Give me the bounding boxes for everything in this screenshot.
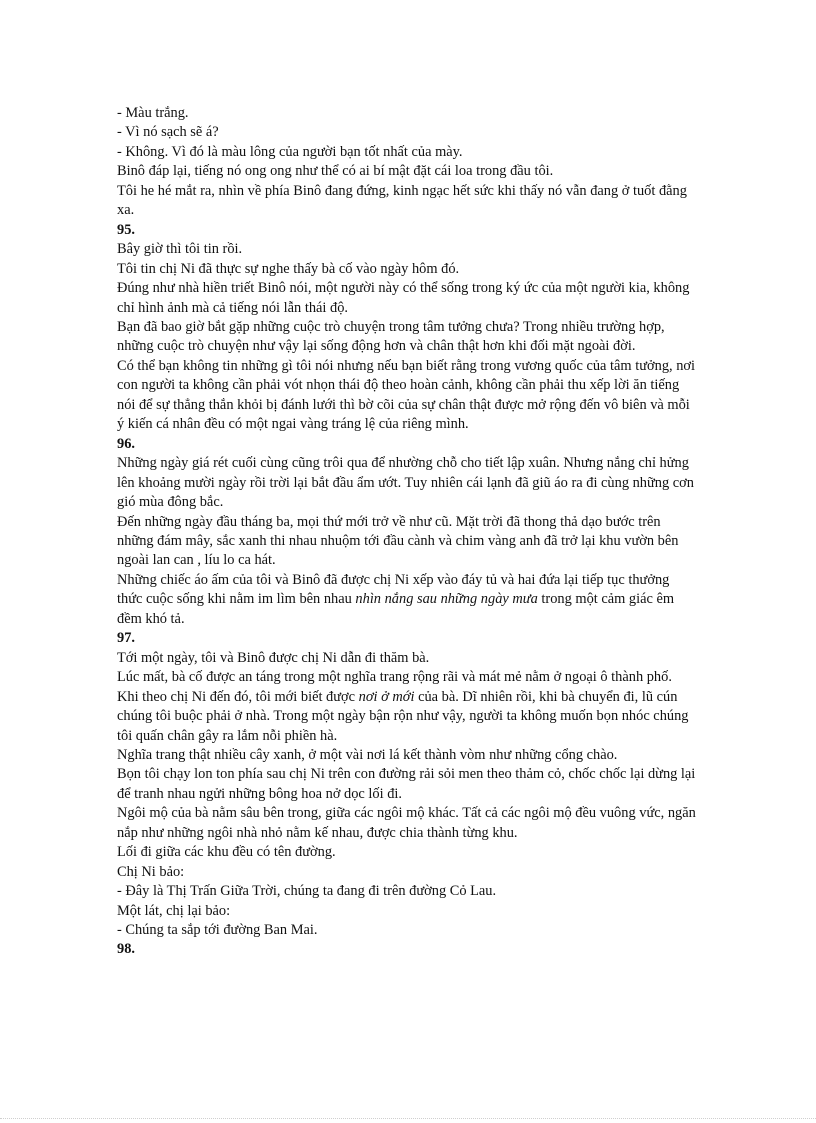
paragraph: Nghĩa trang thật nhiều cây xanh, ở một vài nơi lá kết thành vòm như những cổng chào. — [117, 746, 618, 763]
section-number: 97. — [117, 630, 135, 647]
paragraph: - Đây là Thị Trấn Giữa Trời, chúng ta đang đi trên đường Cỏ Lau. — [117, 883, 497, 900]
text-run: của bà. Dĩ nhiên rồi, khi bà chuyển đi, lũ cún chúng tôi buộc phải ở nhà. Trong một ngày bận rộn như vậy, người ta không muốn bọn nhóc chúng tôi quấn chân gây ra lắm nỗi phiền hà. — [117, 688, 689, 744]
paragraph: Tôi tin chị Ni đã thực sự nghe thấy bà cố vào ngày hôm đó. — [117, 260, 460, 277]
document-page — [117, 104, 697, 960]
paragraph: Bây giờ thì tôi tin rồi. — [117, 241, 243, 258]
paragraph: Những ngày giá rét cuối cùng cũng trôi qua để nhường chỗ cho tiết lập xuân. Nhưng nắng chỉ hửng lên khoảng mười ngày rồi trời lại bắt đầu ẩm ướt. Tuy nhiên cái lạnh đã giũ áo ra đi cùng những cơn gió mùa đông bắc. — [117, 455, 694, 511]
paragraph: Chị Ni bảo: — [117, 863, 185, 880]
paragraph: Tôi he hé mắt ra, nhìn về phía Binô đang đứng, kinh ngạc hết sức khi thấy nó vẫn đang ở tuốt đằng xa. — [117, 182, 687, 219]
paragraph: Đến những ngày đầu tháng ba, mọi thứ mới trở về như cũ. Mặt trời đã thong thả dạo bước trên những đám mây, sắc xanh thi nhau nhuộm tới đầu cành và chim vàng anh đã trở lại khu vườn bên ngoài lan can , líu lo ca hát. — [117, 513, 679, 569]
paragraph: - Không. Vì đó là màu lông của người bạn tốt nhất của mày. — [117, 143, 463, 160]
paragraph: Đúng như nhà hiền triết Binô nói, một người này có thể sống trong ký ức của một người kia, không chỉ hình ảnh mà cả tiếng nói lẫn thái độ. — [117, 280, 690, 316]
paragraph: - Chúng ta sắp tới đường Ban Mai. — [117, 922, 318, 939]
italic-phrase: nhìn nắng sau những ngày mưa — [355, 591, 538, 608]
section-number: 95. — [117, 221, 135, 238]
paragraph: Một lát, chị lại bảo: — [117, 902, 231, 919]
text-run: Lúc mất, bà cố được an táng trong một nghĩa trang rộng rãi và mát mẻ nằm ở ngoại ô thành phố. Khi theo chị Ni đến đó, tôi mới biết được — [117, 669, 672, 705]
italic-phrase: nơi ở mới — [358, 688, 415, 705]
paragraph: Tới một ngày, tôi và Binô được chị Ni dẫn đi thăm bà. — [117, 649, 430, 666]
paragraph: - Vì nó sạch sẽ á? — [117, 124, 219, 141]
paragraph: Ngôi mộ của bà nằm sâu bên trong, giữa các ngôi mộ khác. Tất cả các ngôi mộ đều vuông vức, ngăn nắp như những ngôi nhà nhỏ nằm kế nhau, được chia thành từng khu. — [117, 805, 696, 841]
paragraph — [117, 668, 697, 746]
section-number: 96. — [117, 435, 135, 452]
paragraph: Binô đáp lại, tiếng nó ong ong như thể có ai bí mật đặt cái loa trong đầu tôi. — [117, 163, 554, 180]
paragraph: - Màu trắng. — [117, 105, 189, 121]
paragraph: Bạn đã bao giờ bắt gặp những cuộc trò chuyện trong tâm tưởng chưa? Trong nhiều trường hợp, những cuộc trò chuyện như vậy lại sống động hơn và chân thật hơn khi đối mặt ngoài đời. — [117, 318, 665, 355]
page-bottom-rule — [0, 1118, 816, 1119]
section-number: 98. — [117, 941, 135, 958]
text-run: trong một cảm giác êm đềm khó tả. — [117, 591, 675, 627]
paragraph — [117, 571, 697, 629]
paragraph: Có thể bạn không tin những gì tôi nói nhưng nếu bạn biết rằng trong vương quốc của tâm tưởng, nơi con người ta không cần phải vót nhọn thái độ theo hoàn cảnh, không cần phải thu xếp lời ăn tiếng nói để sự thẳng thắn khỏi bị đánh lưới thì bờ cõi của sự chân thật được mở rộng đến vô biên và mỗi ý kiến cá nhân đều có một ngai vàng tráng lệ của riêng mình. — [117, 357, 696, 433]
paragraph: Lối đi giữa các khu đều có tên đường. — [117, 844, 336, 861]
paragraph: Bọn tôi chạy lon ton phía sau chị Ni trên con đường rải sỏi men theo thảm cỏ, chốc chốc lại dừng lại để tranh nhau ngửi những bông hoa nở dọc lối đi. — [117, 766, 696, 802]
text-run: Những chiếc áo ấm của tôi và Binô đã được chị Ni xếp vào đáy tủ và hai đứa lại tiếp tục thưởng thức cuộc sống khi nằm im lìm bên nhau — [117, 571, 670, 608]
